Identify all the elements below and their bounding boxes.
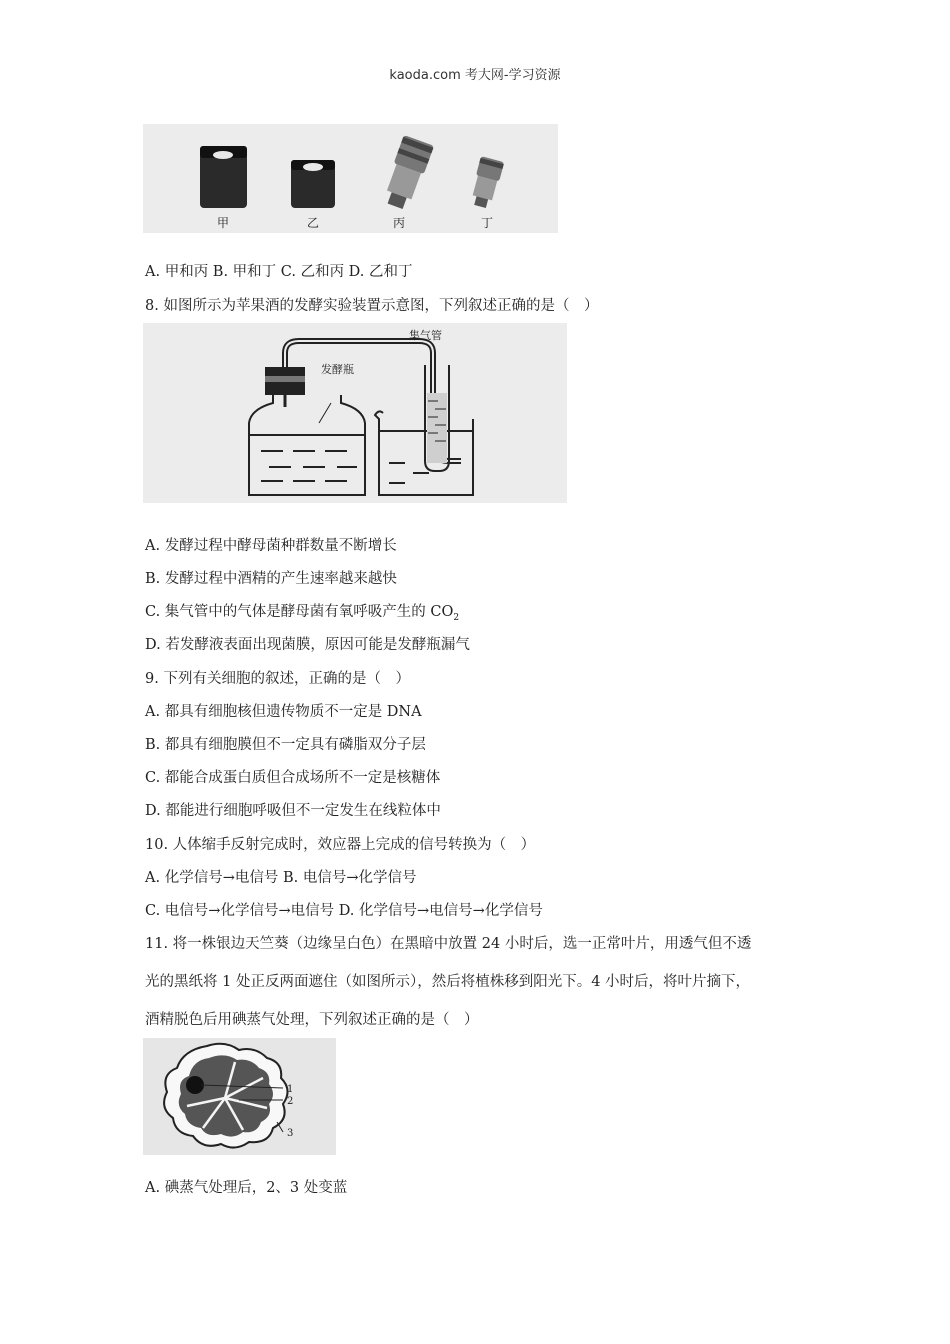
fermentation-figure [143, 323, 567, 503]
label-collecting-tube: 集气管 [409, 329, 442, 342]
leaf-label-1: 1 [287, 1084, 294, 1095]
q8-option-b: B. 发酵过程中酒精的产生速率越来越快 [145, 571, 397, 587]
lens-label-ding: 丁 [480, 216, 494, 230]
eyepiece-yi-icon [291, 160, 335, 208]
q9-option-b: B. 都具有细胞膜但不一定具有磷脂双分子层 [145, 737, 426, 753]
q10-stem: 10. 人体缩手反射完成时，效应器上完成的信号转换为（ ） [145, 837, 536, 853]
q9-option-a: A. 都具有细胞核但遗传物质不一定是 DNA [145, 704, 422, 720]
lens-figure [143, 124, 558, 233]
q9-option-c: C. 都能合成蛋白质但合成场所不一定是核糖体 [145, 770, 441, 786]
q10-options-line2: C. 电信号→化学信号→电信号 D. 化学信号→电信号→化学信号 [145, 903, 543, 919]
leaf-figure [143, 1038, 336, 1155]
q9-stem: 9. 下列有关细胞的叙述，正确的是（ ） [145, 671, 410, 687]
q8-stem: 8. 如图所示为苹果酒的发酵实验装置示意图，下列叙述正确的是（ ） [145, 298, 599, 314]
eyepiece-jia-icon [200, 146, 247, 208]
q8-option-c-subscript: 2 [453, 612, 460, 623]
q8-option-c [145, 600, 459, 623]
q11-stem-line2: 光的黑纸将 1 处正反两面遮住（如图所示），然后将植株移到阳光下。4 小时后，将叶片摘下， [145, 974, 751, 990]
geranium-leaf-icon [164, 1044, 287, 1148]
q8-option-a: A. 发酵过程中酵母菌种群数量不断增长 [145, 538, 397, 554]
q8-option-c-text: C. 集气管中的气体是酵母菌有氧呼吸产生的 CO [145, 604, 454, 620]
q10-options-line1: A. 化学信号→电信号 B. 电信号→化学信号 [145, 870, 417, 886]
q8-option-d: D. 若发酵液表面出现菌膜，原因可能是发酵瓶漏气 [145, 637, 470, 653]
lens-label-bing: 丙 [392, 216, 406, 230]
lens-label-jia: 甲 [216, 216, 230, 230]
q11-option-a: A. 碘蒸气处理后，2、3 处变蓝 [145, 1180, 348, 1196]
q9-option-d: D. 都能进行细胞呼吸但不一定发生在线粒体中 [145, 803, 441, 819]
q11-stem-line1: 11. 将一株银边天竺葵（边缘呈白色）在黑暗中放置 24 小时后，选一正常叶片，用透气但不透 [145, 936, 752, 952]
lens-label-yi: 乙 [306, 216, 320, 230]
q11-stem-line3: 酒精脱色后用碘蒸气处理，下列叙述正确的是（ ） [145, 1012, 479, 1028]
q7-options: A. 甲和丙 B. 甲和丁 C. 乙和丙 D. 乙和丁 [145, 264, 413, 280]
label-fermentation-bottle: 发酵瓶 [321, 363, 354, 376]
page-header: kaoda.com 考大网-学习资源 [389, 68, 561, 83]
leaf-label-3: 3 [287, 1128, 294, 1139]
leaf-label-2: 2 [287, 1096, 294, 1107]
